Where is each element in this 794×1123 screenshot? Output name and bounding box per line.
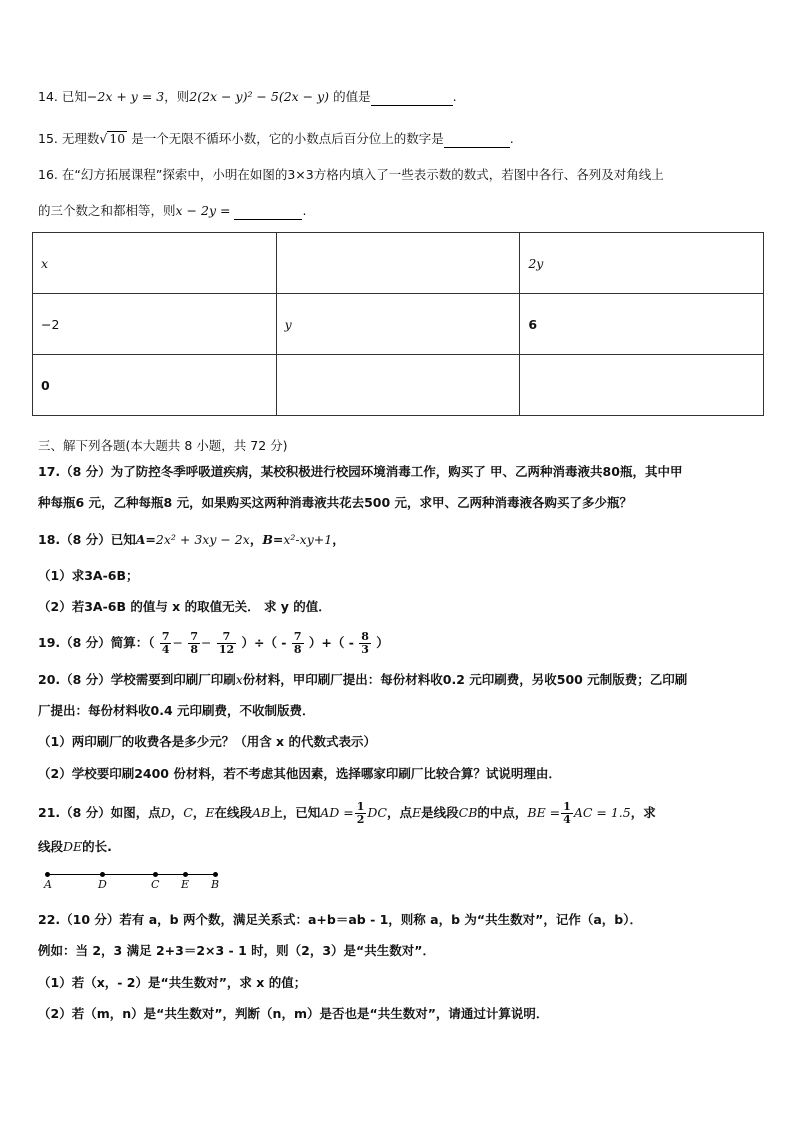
line-segment-figure (44, 868, 220, 898)
answer-blank[interactable] (234, 205, 302, 220)
grid-cell: 0 (33, 355, 277, 416)
fraction: $\frac{7}{8}$ (190, 630, 198, 656)
grid-row (33, 355, 764, 416)
fraction: $\frac{7}{12}$ (218, 630, 235, 656)
question-20-line2: 厂提出：每份材料收0.4 元印刷费，不收制版费． (38, 703, 315, 718)
question-number: 15. (38, 131, 58, 146)
sqrt-radicand: 10 (109, 131, 126, 146)
fraction: $\frac{8}{3}$ (361, 630, 369, 656)
question-21-line2: 线段DE的长. (38, 839, 112, 854)
question-number: 16. (38, 167, 58, 182)
fraction: $\frac{7}{4}$ (161, 630, 170, 656)
question-15: 15. 无理数√ 10 是一个无限不循环小数，它的小数点后百分位上的数字是 . (38, 131, 514, 146)
grid-cell (276, 233, 520, 294)
question-17-line1: 17.（8 分）为了防控冬季呼吸道疾病，某校积极进行校园环境消毒工作，购买了 甲、乙两种消毒液共80瓶，其中甲 (38, 464, 683, 479)
point-e (183, 872, 188, 877)
segment-line (47, 874, 217, 875)
label-d: D (98, 878, 107, 891)
magic-square-grid (32, 232, 764, 416)
fraction: $\frac{1}{2}$ (356, 800, 365, 826)
question-20-part2: （2）学校要印刷2400 份材料，若不考虑其他因素，选择哪家印刷厂比较合算？试说明理由． (38, 766, 561, 781)
answer-blank[interactable] (371, 91, 453, 106)
question-18-part2: （2）若3A-6B 的值与 x 的取值无关． 求 y 的值． (38, 599, 331, 614)
question-16-line2: 的三个数之和都相等，则x − 2y = . (38, 203, 307, 218)
grid-cell: −2 (33, 294, 277, 355)
question-22-line1: 22.（10 分）若有 a，b 两个数，满足关系式：a+b＝ab - 1，则称 a，b 为“共生数对”，记作（a，b）． (38, 912, 642, 927)
grid-cell: y (276, 294, 520, 355)
question-19: 19.（8 分）简算：（ $\frac{7}{4}$ − $\frac{7}{8}$ − $\frac{7}{12}$ ）÷（ - $\frac{7}{8}$ ）+（ - $\frac{8}{3}$ ） (38, 630, 389, 656)
grid-cell: x (33, 233, 277, 294)
question-number: 14. (38, 89, 58, 104)
question-22-line2: 例如：当 2，3 满足 2+3＝2×3 - 1 时，则（2，3）是“共生数对”． (38, 943, 435, 958)
grid-cell: 6 (520, 294, 764, 355)
label-a: A (44, 878, 52, 891)
point-b (213, 872, 218, 877)
question-18: 18.（8 分）已知A=2x² + 3xy − 2x，B=x²-xy+1， (38, 532, 345, 547)
grid-row (33, 233, 764, 294)
question-17-line2: 种每瓶6 元，乙种每瓶8 元，如果购买这两种消毒液共花去500 元，求甲、乙两种消毒液各购买了多少瓶？ (38, 495, 633, 510)
fraction: $\frac{1}{4}$ (563, 800, 571, 826)
question-16-line1: 16. 在“幻方拓展课程”探索中，小明在如图的3×3方格内填入了一些表示数的数式，若图中各行、各列及对角线上 (38, 167, 664, 182)
point-a (45, 872, 50, 877)
question-22-part2: （2）若（m，n）是“共生数对”，判断（n，m）是否也是“共生数对”，请通过计算说明． (38, 1006, 549, 1021)
question-21-line1: 21.（8 分）如图，点D，C，E在线段AB上，已知AD = $\frac{1}{2}$ DC，点E是线段CB的中点，BE = $\frac{1}{4}$ AC = 1.5，求 (38, 800, 656, 826)
label-e: E (181, 878, 190, 891)
question-18-part1: （1）求3A-6B； (38, 568, 139, 583)
answer-blank[interactable] (444, 133, 510, 148)
grid-cell (276, 355, 520, 416)
fraction: $\frac{7}{8}$ (293, 630, 302, 656)
point-c (153, 872, 158, 877)
section-heading: 三、解下列各题(本大题共 8 小题，共 72 分) (38, 438, 288, 453)
point-d (100, 872, 105, 877)
label-c: C (151, 878, 160, 891)
grid-cell (520, 355, 764, 416)
grid-row (33, 294, 764, 355)
question-22-part1: （1）若（x，- 2）是“共生数对”，求 x 的值； (38, 975, 307, 990)
grid-cell: 2y (520, 233, 764, 294)
question-20-line1: 20.（8 分）学校需要到印刷厂印刷x份材料，甲印刷厂提出：每份材料收0.2 元印刷费，另收500 元制版费；乙印刷 (38, 672, 688, 687)
question-20-part1: （1）两印刷厂的收费各是多少元？（用含 x 的代数式表示） (38, 734, 376, 749)
label-b: B (211, 878, 220, 891)
question-14: 14. 已知−2x + y = 3，则2(2x − y)² − 5(2x − y) 的值是 . (38, 89, 457, 104)
